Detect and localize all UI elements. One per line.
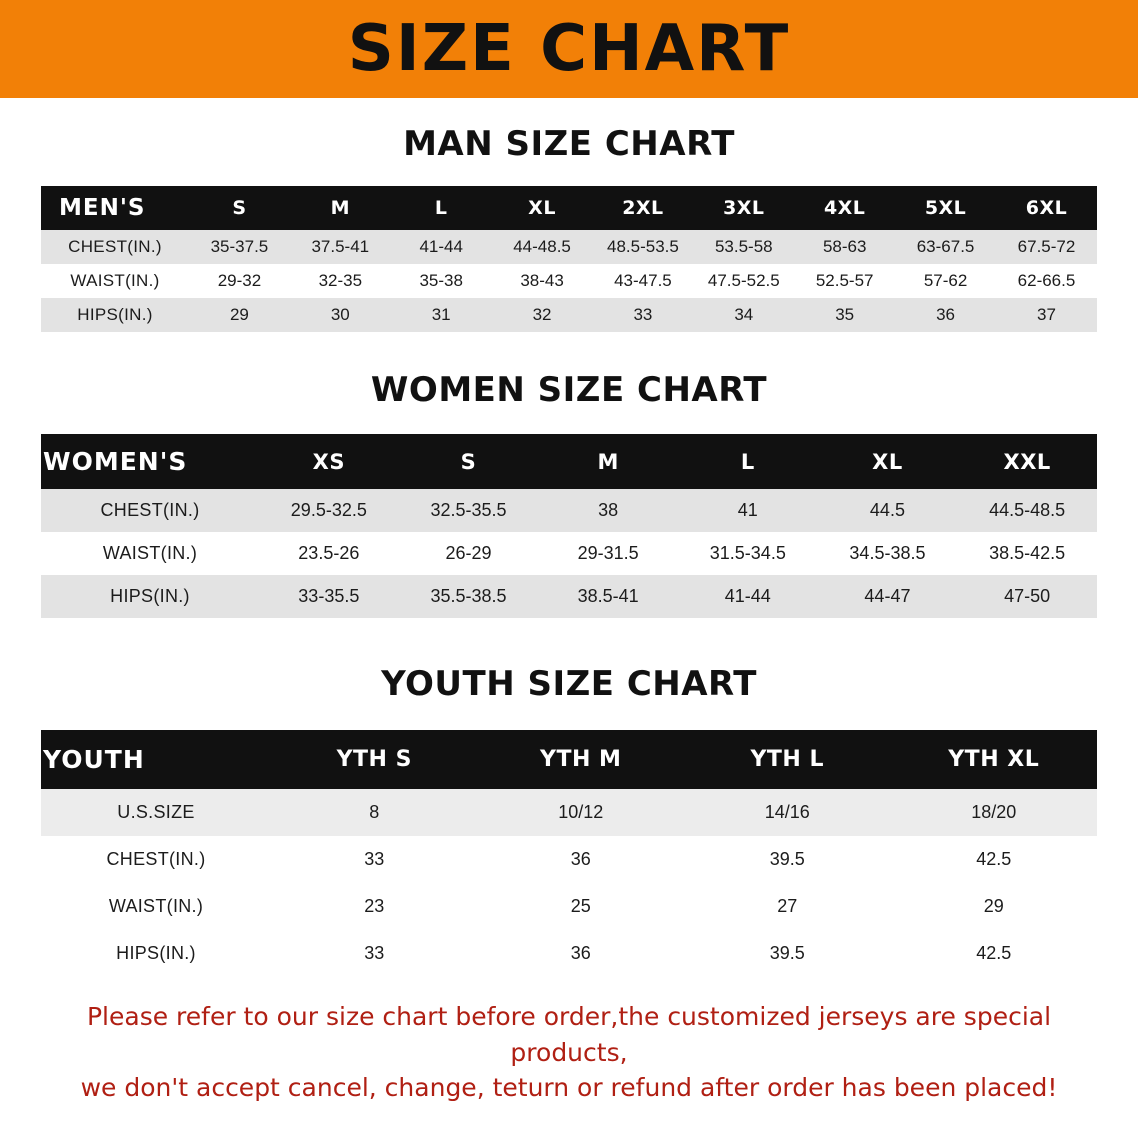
men-waist-3xl: 47.5-52.5 (693, 264, 794, 298)
men-header-2xl: 2XL (593, 186, 694, 230)
youth-row-label-hips: HIPS(IN.) (41, 930, 271, 977)
men-row-label-chest: CHEST(IN.) (41, 230, 189, 264)
youth-header-m: YTH M (478, 730, 685, 789)
youth-waist-l: 27 (684, 883, 891, 930)
women-hips-l: 41-44 (678, 575, 818, 618)
table-row (41, 883, 1097, 930)
men-waist-6xl: 62-66.5 (996, 264, 1097, 298)
men-waist-5xl: 57-62 (895, 264, 996, 298)
men-hips-6xl: 37 (996, 298, 1097, 332)
women-chest-l: 41 (678, 489, 818, 532)
youth-header-xl: YTH XL (891, 730, 1098, 789)
table-row (41, 575, 1097, 618)
women-waist-xs: 23.5-26 (259, 532, 399, 575)
women-chest-xs: 29.5-32.5 (259, 489, 399, 532)
men-chest-m: 37.5-41 (290, 230, 391, 264)
youth-chest-l: 39.5 (684, 836, 891, 883)
youth-chest-xl: 42.5 (891, 836, 1098, 883)
women-hips-xl: 44-47 (818, 575, 958, 618)
women-header-m: M (538, 434, 678, 489)
men-waist-m: 32-35 (290, 264, 391, 298)
women-waist-l: 31.5-34.5 (678, 532, 818, 575)
women-row-label-chest: CHEST(IN.) (41, 489, 259, 532)
men-waist-4xl: 52.5-57 (794, 264, 895, 298)
women-waist-m: 29-31.5 (538, 532, 678, 575)
table-row (41, 264, 1097, 298)
policy-note (41, 999, 1097, 1106)
youth-waist-xl: 29 (891, 883, 1098, 930)
men-header-xl: XL (492, 186, 593, 230)
men-waist-l: 35-38 (391, 264, 492, 298)
men-header-s: S (189, 186, 290, 230)
men-chest-4xl: 58-63 (794, 230, 895, 264)
women-hips-xs: 33-35.5 (259, 575, 399, 618)
men-header-label: MEN'S (41, 186, 189, 230)
men-chest-l: 41-44 (391, 230, 492, 264)
youth-section-title: YOUTH SIZE CHART (381, 664, 757, 704)
youth-ussize-m: 10/12 (478, 789, 685, 836)
men-hips-3xl: 34 (693, 298, 794, 332)
men-waist-2xl: 43-47.5 (593, 264, 694, 298)
table-header-row (41, 730, 1097, 789)
women-row-label-waist: WAIST(IN.) (41, 532, 259, 575)
man-section-title: MAN SIZE CHART (403, 124, 735, 164)
table-row (41, 230, 1097, 264)
youth-chest-s: 33 (271, 836, 478, 883)
men-row-label-waist: WAIST(IN.) (41, 264, 189, 298)
men-hips-2xl: 33 (593, 298, 694, 332)
women-section-title: WOMEN SIZE CHART (370, 370, 768, 410)
men-header-4xl: 4XL (794, 186, 895, 230)
men-header-m: M (290, 186, 391, 230)
table-header-row (41, 434, 1097, 489)
youth-row-label-waist: WAIST(IN.) (41, 883, 271, 930)
women-chest-s: 32.5-35.5 (399, 489, 539, 532)
men-chest-3xl: 53.5-58 (693, 230, 794, 264)
women-header-xxl: XXL (957, 434, 1097, 489)
men-chest-6xl: 67.5-72 (996, 230, 1097, 264)
women-hips-xxl: 47-50 (957, 575, 1097, 618)
women-size-table (41, 434, 1097, 618)
men-waist-xl: 38-43 (492, 264, 593, 298)
men-hips-xl: 32 (492, 298, 593, 332)
policy-note-line-2: we don't accept cancel, change, teturn or refund after order has been placed! (80, 1073, 1058, 1102)
men-hips-4xl: 35 (794, 298, 895, 332)
women-header-l: L (678, 434, 818, 489)
table-row (41, 836, 1097, 883)
men-header-5xl: 5XL (895, 186, 996, 230)
men-header-l: L (391, 186, 492, 230)
women-waist-xxl: 38.5-42.5 (957, 532, 1097, 575)
header-banner (0, 0, 1138, 98)
women-hips-s: 35.5-38.5 (399, 575, 539, 618)
women-header-xl: XL (818, 434, 958, 489)
youth-row-label-chest: CHEST(IN.) (41, 836, 271, 883)
youth-hips-m: 36 (478, 930, 685, 977)
men-hips-l: 31 (391, 298, 492, 332)
youth-ussize-s: 8 (271, 789, 478, 836)
page-title: SIZE CHART (347, 12, 791, 86)
table-row (41, 489, 1097, 532)
youth-hips-xl: 42.5 (891, 930, 1098, 977)
youth-waist-s: 23 (271, 883, 478, 930)
table-header-row (41, 186, 1097, 230)
women-header-xs: XS (259, 434, 399, 489)
women-hips-m: 38.5-41 (538, 575, 678, 618)
men-size-table (41, 186, 1097, 332)
table-row (41, 930, 1097, 977)
men-hips-s: 29 (189, 298, 290, 332)
men-row-label-hips: HIPS(IN.) (41, 298, 189, 332)
youth-ussize-l: 14/16 (684, 789, 891, 836)
youth-hips-l: 39.5 (684, 930, 891, 977)
youth-waist-m: 25 (478, 883, 685, 930)
youth-size-table (41, 730, 1097, 977)
women-row-label-hips: HIPS(IN.) (41, 575, 259, 618)
women-header-s: S (399, 434, 539, 489)
men-hips-5xl: 36 (895, 298, 996, 332)
men-waist-s: 29-32 (189, 264, 290, 298)
women-chest-xxl: 44.5-48.5 (957, 489, 1097, 532)
men-chest-2xl: 48.5-53.5 (593, 230, 694, 264)
men-chest-s: 35-37.5 (189, 230, 290, 264)
policy-note-line-1: Please refer to our size chart before order,the customized jerseys are special products, (86, 1002, 1052, 1067)
men-header-3xl: 3XL (693, 186, 794, 230)
youth-header-s: YTH S (271, 730, 478, 789)
men-hips-m: 30 (290, 298, 391, 332)
youth-header-label: YOUTH (41, 730, 271, 789)
women-waist-s: 26-29 (399, 532, 539, 575)
youth-chest-m: 36 (478, 836, 685, 883)
women-chest-xl: 44.5 (818, 489, 958, 532)
women-waist-xl: 34.5-38.5 (818, 532, 958, 575)
youth-header-l: YTH L (684, 730, 891, 789)
men-chest-5xl: 63-67.5 (895, 230, 996, 264)
table-row (41, 298, 1097, 332)
youth-ussize-xl: 18/20 (891, 789, 1098, 836)
men-header-6xl: 6XL (996, 186, 1097, 230)
men-chest-xl: 44-48.5 (492, 230, 593, 264)
youth-hips-s: 33 (271, 930, 478, 977)
women-header-label: WOMEN'S (41, 434, 259, 489)
women-chest-m: 38 (538, 489, 678, 532)
youth-row-label-ussize: U.S.SIZE (41, 789, 271, 836)
table-row (41, 789, 1097, 836)
table-row (41, 532, 1097, 575)
